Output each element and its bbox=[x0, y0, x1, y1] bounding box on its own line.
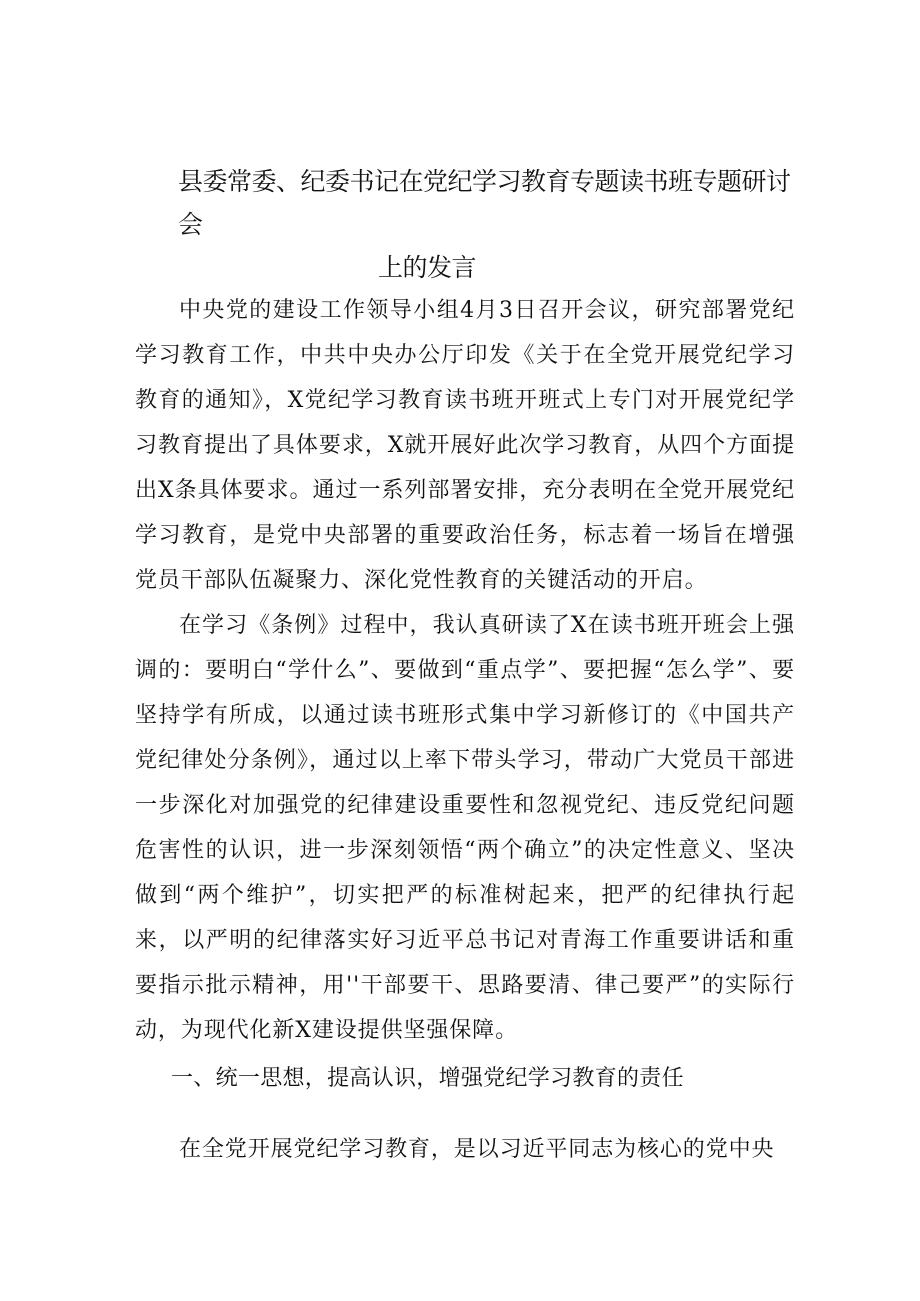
document-body bbox=[135, 288, 795, 1172]
paragraph-3: 在全党开展党纪学习教育，是以习近平同志为核心的党中央 bbox=[179, 1137, 775, 1162]
title-line-1: 县委常委、纪委书记在党纪学习教育专题读书班专题研讨会 bbox=[178, 167, 791, 239]
title-line-2: 上的发言 bbox=[378, 253, 477, 282]
document-title bbox=[178, 160, 798, 289]
section-heading: 一、统一思想，提高认识，增强党纪学习教育的责任 bbox=[171, 1066, 684, 1091]
paragraph-1: 中央党的建设工作领导小组4月3日召开会议，研究部署党纪学习教育工作，中共中央办公厅印发《关于在全党开展党纪学习教育的通知》，X党纪学习教育读书班开班式上专门对开展党纪学习教育提出了具体要求，X就开展好此次学习教育，从四个方面提出X条具体要求。通过一系列部署安排，充分表明在全党开展党纪学习教育，是党中央部署的重要政治任务，标志着一场旨在增强党员干部队伍凝聚力、深化党性教育的关键活动的开启。 bbox=[135, 298, 795, 593]
paragraph-2: 在学习《条例》过程中，我认真研读了X在读书班开班会上强调的：要明白“学什么”、要做到“重点学”、要把握“怎么学”、要坚持学有所成，以通过读书班形式集中学习新修订的《中国共产党纪律处分条例》，通过以上率下带头学习，带动广大党员干部进一步深化对加强党的纪律建设重要性和忽视党纪、违反党纪问题危害性的认识，进一步深刻领悟“两个确立”的决定性意义、坚决做到“两个维护”，切实把严的标准树起来，把严的纪律执行起来，以严明的纪律落实好习近平总书记对青海工作重要讲话和重要指示批示精神，用''干部要干、思路要清、律己要严”的实际行动，为现代化新X建设提供坚强保障。 bbox=[135, 613, 795, 1043]
